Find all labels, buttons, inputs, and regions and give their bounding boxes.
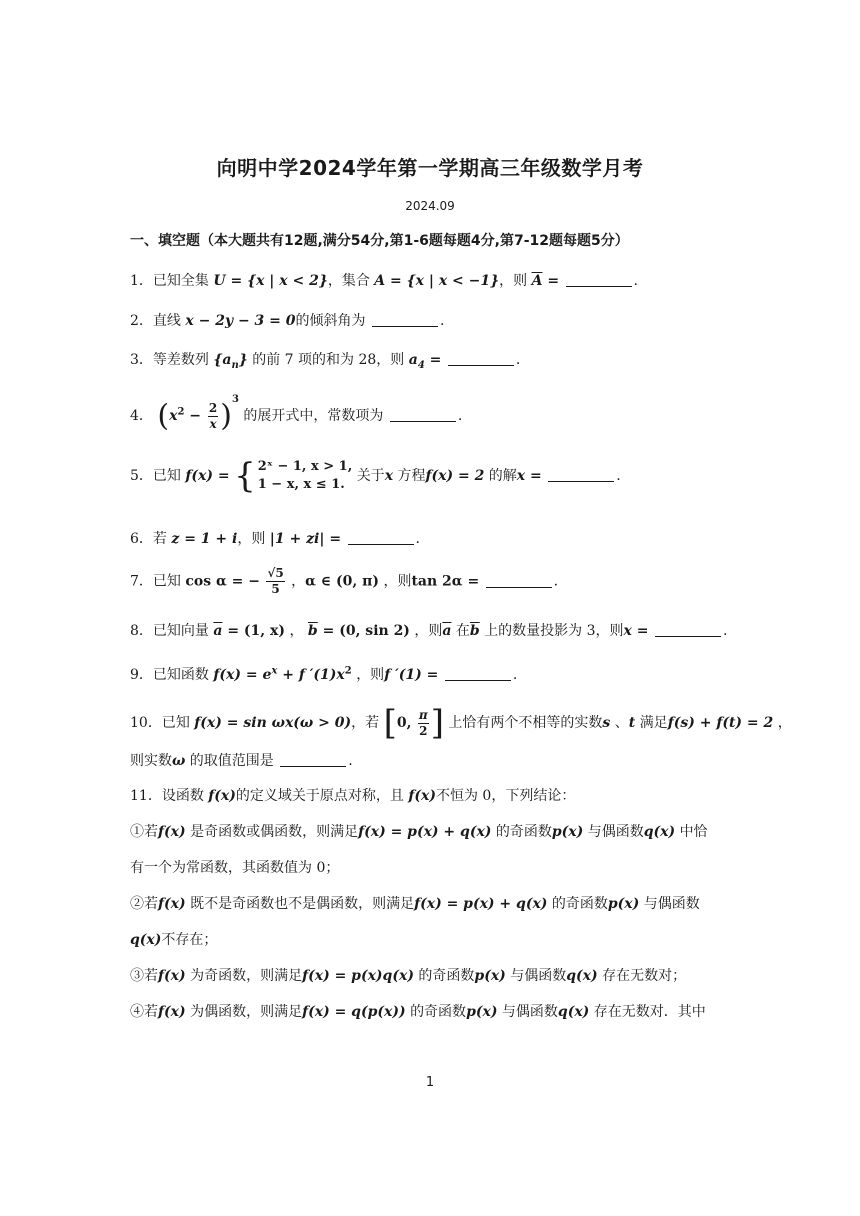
fraction: $\frac{2}{x}$ [208,400,218,431]
question-10-line-2: 则实数ω 的取值范围是 . [130,753,353,769]
question-6: 6．若 z = 1 + i，则 |1 + zi| = . [130,531,420,547]
conclusion-4: ④若f(x) 为偶函数，则满足f(x) = q(p(x)) 的奇函数p(x) 与偶函数q(x) 存在无数对．其中 [130,1004,706,1020]
question-11: 11．设函数 f(x)的定义域关于原点对称，且 f(x)不恒为 0，下列结论： [130,788,576,804]
exam-title: 向明中学2024学年第一学期高三年级数学月考 [216,156,644,180]
question-3: 3．等差数列 $\{a_n\}$ 的前 7 项的和为 28，则 $a_4$ = . [130,352,521,371]
question-8: 8．已知向量 $\overline{a} = (1$, x) ， $\overline{b} = (0$, sin 2) ，则$\overline{a}$ 在$\overline{b}$ 上的数量投影为 3，则x = . [130,623,728,639]
page-number: 1 [425,1075,435,1090]
answer-blank [486,586,552,588]
answer-blank [280,765,346,767]
answer-blank [448,364,514,366]
question-2: 2．直线 x − 2y − 3 = 0的倾斜角为 . [130,313,445,329]
answer-blank [566,285,632,287]
question-5: 5．已知 f(x) = { 2ˣ − 1, x > 1, 1 − x, x ≤ 1. 关于x 方程f(x) = 2 的解x = . [130,456,621,496]
answer-blank [372,325,438,327]
conclusion-1: ①若f(x) 是奇函数或偶函数，则满足f(x) = p(x) + q(x) 的奇函数p(x) 与偶函数q(x) 中恰 [130,824,708,840]
question-9: 9．已知函数 $f(x) = e^x + f$ $'(1)x^2$ ，则f ′(1) = . [130,665,518,683]
question-7: 7．已知 cos α = − $\frac{√5}{5}$ ，α ∈ (0, π) ，则tan 2α = . [130,566,559,596]
answer-blank [548,480,614,482]
exam-date: 2024.09 [405,199,455,213]
question-10: 10．已知 f(x) = sin ωx(ω > 0)，若 [0, $\frac{\pi}{2}$ ] 上恰有两个不相等的实数s 、t 满足f(s) + f(t) = 2 ， [130,703,792,743]
answer-blank [348,543,414,545]
question-4: 4． ($x^2$ − $\frac{2}{x}$ )$^3$ 的展开式中，常数项为 . [130,394,463,434]
answer-blank [390,420,456,422]
conclusion-2-line-2: q(x)不存在； [130,932,218,948]
piecewise-function: { 2ˣ − 1, x > 1, 1 − x, x ≤ 1. [234,456,353,496]
section-heading: 一、填空题（本大题共有12题,满分54分,第1-6题每题4分,第7-12题每题5分） [130,233,629,249]
fraction: $\frac{\pi}{2}$ [418,707,428,738]
fraction: $\frac{√5}{5}$ [267,566,284,596]
conclusion-1-line-2: 有一个为常函数，其函数值为 0； [130,860,340,876]
answer-blank [445,679,511,681]
answer-blank [655,635,721,637]
conclusion-3: ③若f(x) 为奇函数，则满足f(x) = p(x)q(x) 的奇函数p(x) 与偶函数q(x) 存在无数对； [130,968,687,984]
conclusion-2: ②若f(x) 既不是奇函数也不是偶函数，则满足f(x) = p(x) + q(x) 的奇函数p(x) 与偶函数 [130,896,700,912]
question-1: 1．已知全集 U = {x | x < 2}，集合 A = {x | x < −1}，则 $\overline{A}$ = . [130,273,638,289]
